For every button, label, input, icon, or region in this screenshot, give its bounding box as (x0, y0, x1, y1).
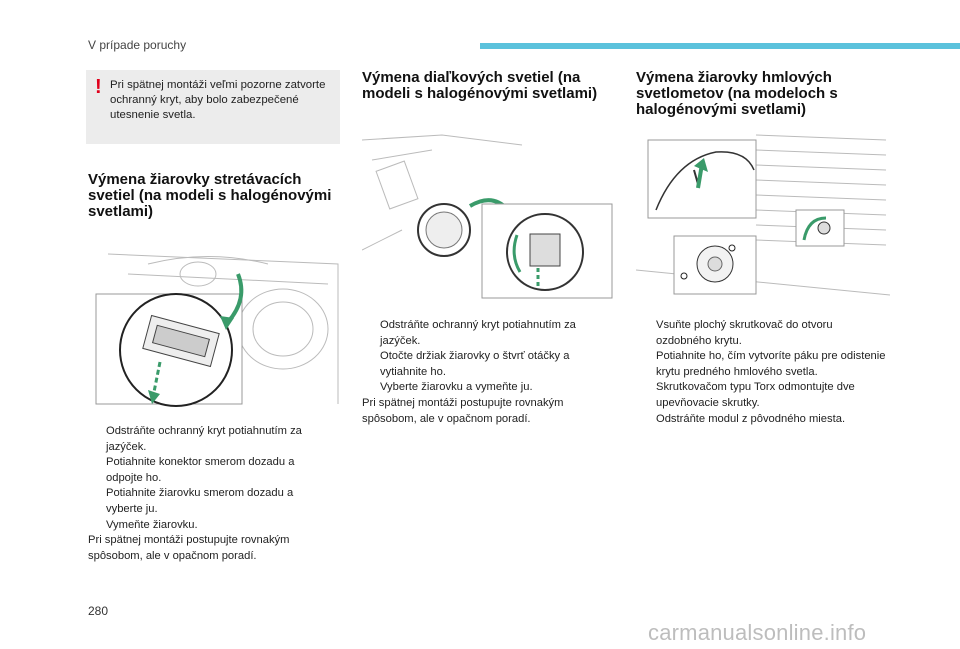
reassembly-note: Pri spätnej montáži postupujte rovnakým spôsobom, ale v opačnom poradí. (362, 396, 564, 425)
col1-title: Výmena žiarovky stretávacích svetiel (na modeli s halogénovými svetlami) (88, 171, 332, 220)
list-item: Vsuňte plochý skrutkovač do otvoru ozdobného krytu. (656, 319, 833, 347)
list-item: Potiahnite ho, čím vytvoríte páku pre odistenie krytu predného hmlového svetla. (656, 350, 886, 378)
list-item: Potiahnite žiarovku smerom dozadu a vyberte ju. (106, 487, 294, 515)
list-item: Skrutkovačom typu Torx odmontujte dve upevňovacie skrutky. (656, 381, 855, 409)
list-item: Potiahnite konektor smerom dozadu a odpojte ho. (106, 456, 295, 484)
list-item: Odstráňte ochranný kryt potiahnutím za jazýček. (106, 425, 302, 453)
low-beam-figure (88, 244, 342, 414)
list-item: Odstráňte modul z pôvodného miesta. (656, 412, 846, 425)
reassembly-note: Pri spätnej montáži postupujte rovnakým spôsobom, ale v opačnom poradí. (88, 534, 290, 562)
col3-list (638, 318, 888, 427)
page-number: 280 (88, 604, 109, 618)
section-title: V prípade poruchy (88, 38, 187, 52)
list-item: Odstráňte ochranný kryt potiahnutím za jazýček. (380, 319, 576, 347)
accent-bar (480, 43, 960, 49)
col3-title: Výmena žiarovky hmlových svetlometov (na modeloch s halogénovými svetlami) (636, 69, 838, 118)
warning-icon: ! (95, 76, 102, 98)
warning-text: Pri spätnej montáži veľmi pozorne zatvorte ochranný kryt, aby bolo zabezpečené utesnenie svetla. (110, 79, 326, 121)
col2-list (362, 318, 610, 427)
col2-title: Výmena diaľkových svetiel (na modeli s halogénovými svetlami) (362, 69, 598, 102)
fog-light-figure (636, 130, 890, 300)
list-item: Vymeňte žiarovku. (106, 518, 198, 531)
warning-box (86, 70, 340, 144)
watermark: carmanualsonline.info (648, 620, 867, 645)
list-item: Vyberte žiarovku a vymeňte ju. (380, 381, 533, 394)
list-item: Otočte držiak žiarovky o štvrť otáčky a vytiahnite ho. (380, 350, 570, 378)
high-beam-figure (362, 130, 616, 300)
col1-list (88, 424, 328, 564)
